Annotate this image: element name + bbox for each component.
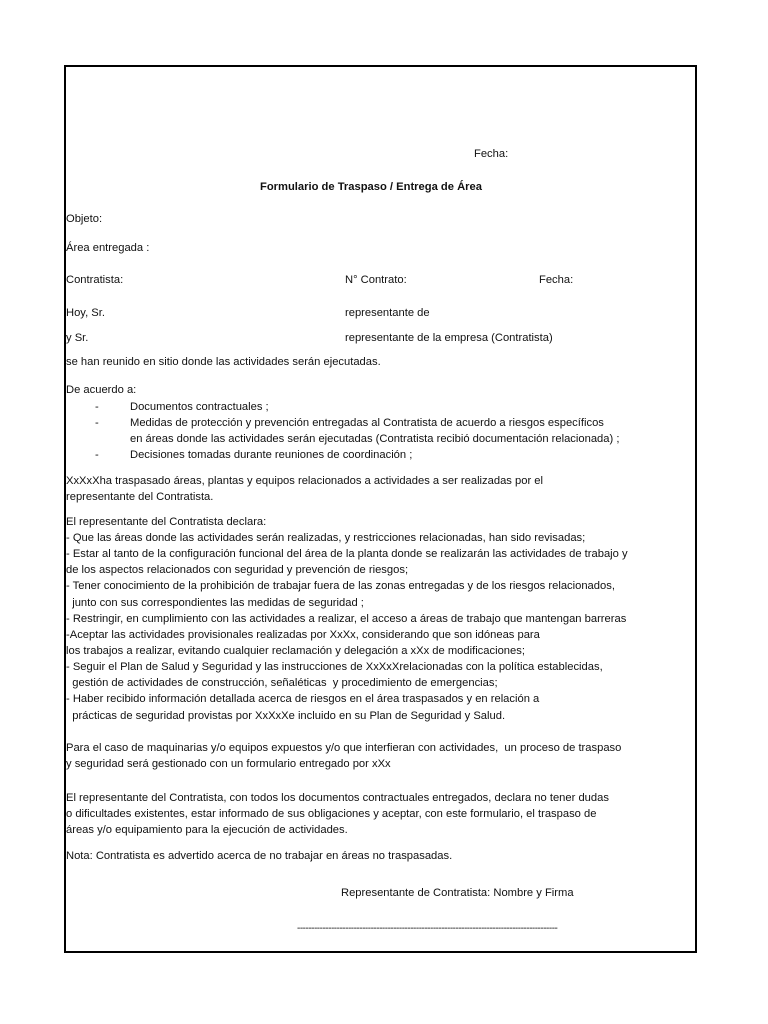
traspasado-line: representante del Contratista. xyxy=(66,491,214,503)
declara-line: de los aspectos relacionados con seguridad y prevención de riesgos; xyxy=(66,564,409,576)
y-sr-label: y Sr. xyxy=(66,332,89,344)
maquinarias-line: y seguridad será gestionado con un formulario entregado por xXx xyxy=(66,758,391,770)
traspasado-line: XxXxXha traspasado áreas, plantas y equipos relacionados a actividades a ser realizadas por el xyxy=(66,475,543,487)
bullet-item: Documentos contractuales ; xyxy=(130,401,269,413)
declara-line: - Que las áreas donde las actividades serán realizadas, y restricciones relacionadas, han sido revisadas; xyxy=(66,532,586,544)
reunido-text: se han reunido en sitio donde las actividades serán ejecutadas. xyxy=(66,356,381,368)
declara-line: gestión de actividades de construcción, señaléticas y procedimiento de emergencias; xyxy=(66,677,498,689)
contractuales-line: o dificultades existentes, estar informado de sus obligaciones y aceptar, con este formulario, el traspaso de xyxy=(66,808,597,820)
representante-empresa-label: representante de la empresa (Contratista) xyxy=(345,332,553,344)
declara-line: - Restringir, en cumplimiento con las actividades a realizar, el acceso a áreas de trabajo que mantengan barreras xyxy=(66,613,627,625)
declara-line: - Estar al tanto de la configuración funcional del área de la planta donde se realizarán las actividades de trabajo y xyxy=(66,548,628,560)
maquinarias-line: Para el caso de maquinarias y/o equipos expuestos y/o que interfieran con actividades, un proceso de traspaso xyxy=(66,742,622,754)
hoy-sr-label: Hoy, Sr. xyxy=(66,307,105,319)
bullet-item-continuation: en áreas donde las actividades serán ejecutadas (Contratista recibió documentación relacionada) ; xyxy=(130,433,620,445)
bullet-dash: - xyxy=(95,449,99,461)
objeto-label: Objeto: xyxy=(66,213,103,225)
contractuales-line: El representante del Contratista, con todos los documentos contractuales entregados, declara no tener dudas xyxy=(66,792,609,804)
contract-number-label: N° Contrato: xyxy=(345,274,407,286)
area-entregada-label: Área entregada : xyxy=(66,242,150,254)
date-label-top: Fecha: xyxy=(474,148,509,160)
nota-text: Nota: Contratista es advertido acerca de no trabajar en áreas no traspasadas. xyxy=(66,850,453,862)
form-title: Formulario de Traspaso / Entrega de Área xyxy=(260,181,482,193)
declara-line: los trabajos a realizar, evitando cualquier reclamación y delegación a xXx de modificaciones; xyxy=(66,645,525,657)
contratista-label: Contratista: xyxy=(66,274,124,286)
declara-line: - Tener conocimiento de la prohibición de trabajar fuera de las zonas entregadas y de los riesgos relacionados, xyxy=(66,580,615,592)
signature-label: Representante de Contratista: Nombre y Firma xyxy=(341,887,574,899)
date-label-row: Fecha: xyxy=(539,274,574,286)
declara-line: El representante del Contratista declara: xyxy=(66,516,267,528)
signature-line: -------------------------------------------------------------------------------------------- xyxy=(297,923,558,934)
bullet-item: Medidas de protección y prevención entregadas al Contratista de acuerdo a riesgos específicos xyxy=(130,417,604,429)
declara-line: - Seguir el Plan de Salud y Seguridad y las instrucciones de XxXxXrelacionadas con la política establecidas, xyxy=(66,661,603,673)
de-acuerdo-label: De acuerdo a: xyxy=(66,384,137,396)
contractuales-line: áreas y/o equipamiento para la ejecución de actividades. xyxy=(66,824,348,836)
declara-line: -Aceptar las actividades provisionales realizadas por XxXx, considerando que son idóneas para xyxy=(66,629,540,641)
bullet-dash: - xyxy=(95,401,99,413)
bullet-item: Decisiones tomadas durante reuniones de coordinación ; xyxy=(130,449,413,461)
declara-line: prácticas de seguridad provistas por XxXxXe incluido en su Plan de Seguridad y Salud. xyxy=(66,710,506,722)
declara-line: junto con sus correspondientes las medidas de seguridad ; xyxy=(66,597,364,609)
declara-line: - Haber recibido información detallada acerca de riesgos en el área traspasados y en relación a xyxy=(66,693,540,705)
bullet-dash: - xyxy=(95,417,99,429)
representante-de-label: representante de xyxy=(345,307,430,319)
